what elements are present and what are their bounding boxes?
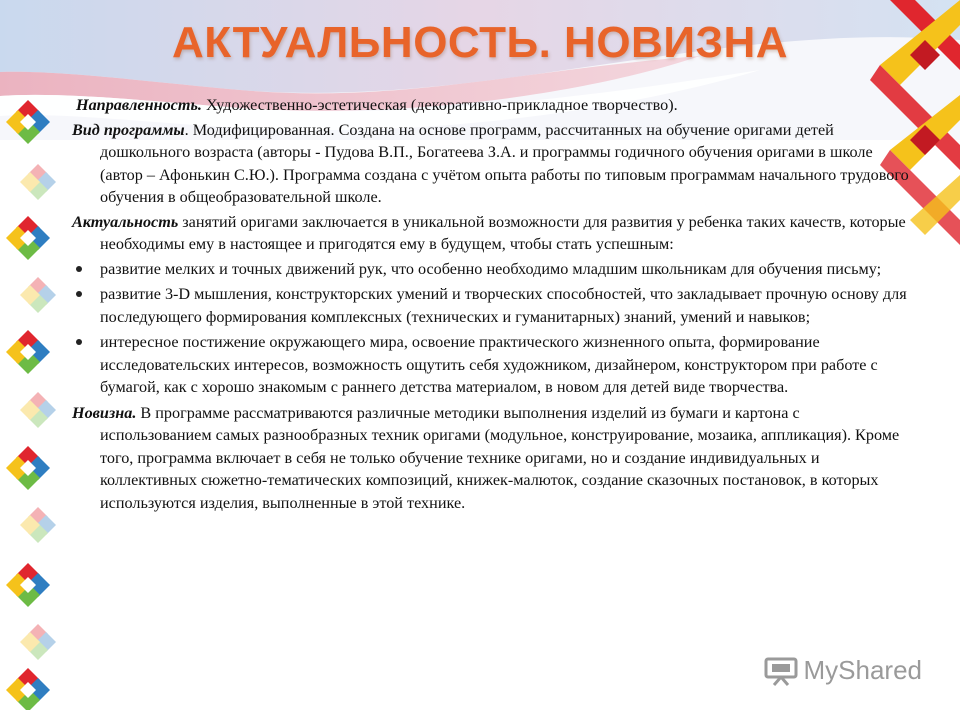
slide-title: АКТУАЛЬНОСТЬ. НОВИЗНА [171, 18, 789, 67]
novelty-paragraph [72, 402, 912, 515]
list-item: развитие мелких и точных движений рук, что особенно необходимо младшим школьникам для обучения письму; [72, 258, 912, 281]
relevance-text: занятий оригами заключается в уникальной возможности для развития у ребенка таких качеств, которые необходимы ему в настоящее и пригодятся ему в будущем, чтобы стать успешным: [100, 212, 906, 253]
relevance-paragraph [72, 211, 912, 256]
program-type-label: Вид программы [72, 120, 185, 139]
relevance-bullet-list [72, 258, 912, 399]
direction-paragraph [72, 94, 912, 117]
direction-text: Художественно-эстетическая (декоративно-прикладное творчество). [201, 96, 678, 114]
relevance-label: Актуальность [72, 212, 179, 231]
list-item: развитие 3-D мышления, конструкторских умений и творческих способностей, что закладывает прочную основу для последующего формирования комплексных (технических и гуманитарных) знаний, умений и навыков; [72, 283, 912, 328]
direction-label: Направленность. [76, 96, 202, 114]
watermark-text: MyShared [803, 655, 922, 685]
novelty-label: Новизна. [72, 403, 137, 422]
list-item: интересное постижение окружающего мира, освоение практического жизненного опыта, формирование исследовательских интересов, возможность ощутить себя художником, дизайнером, конструктором при работе с бумагой, как с хорошо знакомым с раннего детства материалом, в новом для детей виде творчества. [72, 331, 912, 399]
presentation-board-icon [764, 656, 798, 686]
novelty-text: В программе рассматриваются различные методики выполнения изделий из бумаги и картона с использованием самых разнообразных техник оригами (модульное, конструирование, мозаика, аппликация). Кроме того, программа включает в себя не только обучение технике оригами, но и создание индивидуальных и коллективных сюжетно-тематических композиций, книжек-малюток, создание сказочных постановок, в которых используются изделия, выполненные в этой технике. [100, 403, 900, 512]
left-ornament-strip [0, 90, 60, 710]
program-type-paragraph [72, 119, 912, 209]
watermark [764, 655, 923, 686]
program-type-text: . Модифицированная. Создана на основе программ, рассчитанных на обучение оригами детей дошкольного возраста (авторы - Пудова В.П., Богатеева З.А. и программы годичного обучения оригами в школе (автор – Афонькин С.Ю.). Программа создана с учётом опыта работы по типовым программам начального трудового обучения в общеобразовательной школе. [100, 120, 909, 206]
slide-body [72, 94, 912, 516]
